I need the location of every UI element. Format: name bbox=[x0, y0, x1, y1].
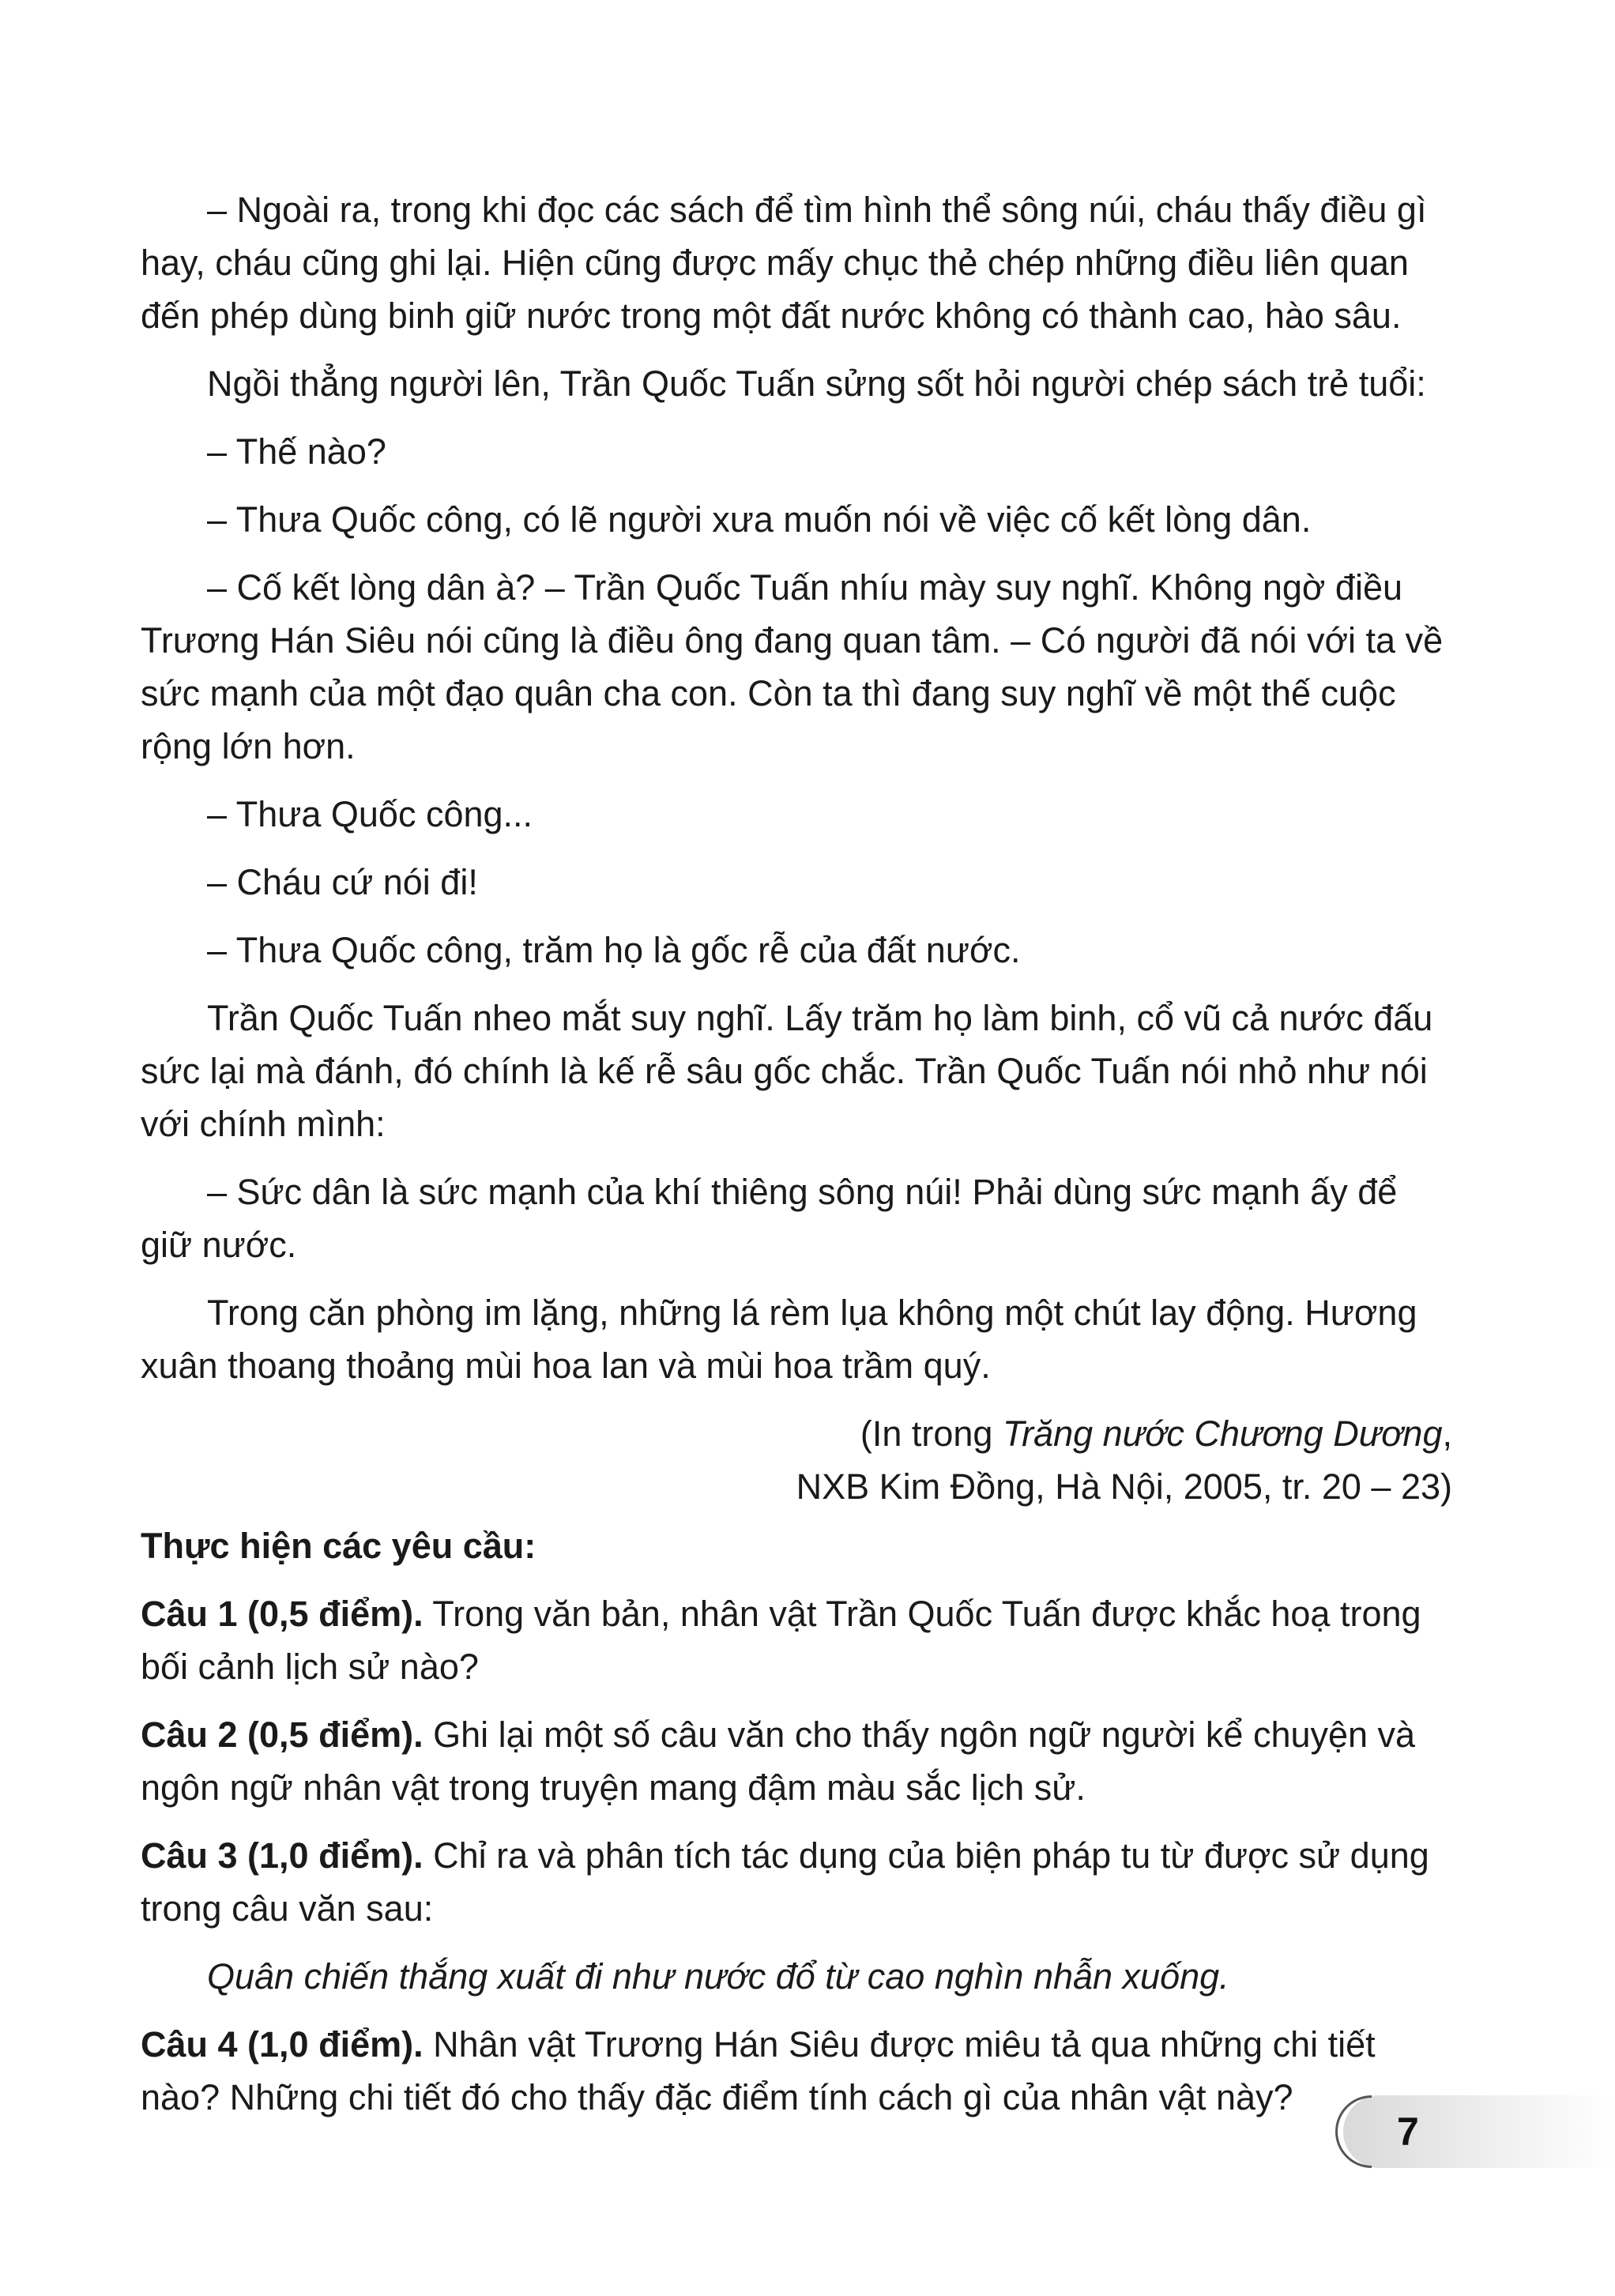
citation-suffix: , bbox=[1442, 1413, 1452, 1454]
question-3-label: Câu 3 (1,0 điểm). bbox=[141, 1835, 424, 1876]
question-4-label: Câu 4 (1,0 điểm). bbox=[141, 2024, 424, 2065]
question-1-text: Trong văn bản, nhân vật Trần Quốc Tuấn được khắc hoạ trong bối cảnh lịch sử nào? bbox=[141, 1594, 1421, 1687]
story-paragraph-8: – Thưa Quốc công, trăm họ là gốc rễ của đất nước. bbox=[207, 930, 1021, 970]
story-paragraph-6: – Thưa Quốc công... bbox=[207, 794, 533, 834]
question-3-quote: Quân chiến thắng xuất đi như nước đổ từ cao nghìn nhẫn xuống. bbox=[207, 1956, 1229, 1997]
page-body bbox=[141, 183, 1452, 2139]
citation-prefix: (In trong bbox=[860, 1413, 1003, 1454]
question-4-text: Nhân vật Trương Hán Siêu được miêu tả qua những chi tiết nào? Những chi tiết đó cho thấy đặc điểm tính cách gì của nhân vật này? bbox=[141, 2024, 1376, 2117]
story-paragraph-7: – Cháu cứ nói đi! bbox=[207, 862, 478, 902]
story-paragraph-5: – Cố kết lòng dân à? – Trần Quốc Tuấn nhíu mày suy nghĩ. Không ngờ điều Trương Hán Siêu nói cũng là điều ông đang quan tâm. – Có người đã nói với ta về sức mạnh của một đạo quân cha con. Còn ta thì đang suy nghĩ về một thế cuộc rộng lớn hơn. bbox=[141, 567, 1444, 766]
source-citation bbox=[141, 1407, 1452, 1513]
question-1-label: Câu 1 (0,5 điểm). bbox=[141, 1594, 424, 1634]
story-paragraph-2: Ngồi thẳng người lên, Trần Quốc Tuấn sửng sốt hỏi người chép sách trẻ tuổi: bbox=[207, 363, 1426, 404]
story-paragraph-4: – Thưa Quốc công, có lẽ người xưa muốn nói về việc cố kết lòng dân. bbox=[207, 499, 1312, 540]
citation-line-2: NXB Kim Đồng, Hà Nội, 2005, tr. 20 – 23) bbox=[796, 1466, 1452, 1507]
question-2 bbox=[141, 1708, 1452, 1814]
page-number-tab bbox=[1343, 2095, 1615, 2168]
question-1 bbox=[141, 1587, 1452, 1693]
story-paragraph-11: Trong căn phòng im lặng, những lá rèm lụa không một chút lay động. Hương xuân thoang thoảng mùi hoa lan và mùi hoa trầm quý. bbox=[141, 1293, 1417, 1386]
question-2-label: Câu 2 (0,5 điểm). bbox=[141, 1714, 424, 1755]
question-2-text: Ghi lại một số câu văn cho thấy ngôn ngữ người kể chuyện và ngôn ngữ nhân vật trong truyện mang đậm màu sắc lịch sử. bbox=[141, 1714, 1416, 1808]
page-number: 7 bbox=[1397, 2110, 1419, 2154]
citation-line-1 bbox=[141, 1407, 1452, 1460]
question-3-text: Chỉ ra và phân tích tác dụng của biện pháp tu từ được sử dụng trong câu văn sau: bbox=[141, 1835, 1429, 1929]
story-paragraph-10: – Sức dân là sức mạnh của khí thiêng sông núi! Phải dùng sức mạnh ấy để giữ nước. bbox=[141, 1172, 1398, 1265]
story-paragraph-1: – Ngoài ra, trong khi đọc các sách để tìm hình thể sông núi, cháu thấy điều gì hay, cháu cũng ghi lại. Hiện cũng được mấy chục thẻ chép những điều liên quan đến phép dùng binh giữ nước trong một đất nước không có thành cao, hào sâu. bbox=[141, 190, 1427, 336]
citation-book-title: Trăng nước Chương Dương bbox=[1002, 1413, 1443, 1454]
story-paragraph-3: – Thế nào? bbox=[207, 431, 386, 472]
story-paragraph-9: Trần Quốc Tuấn nheo mắt suy nghĩ. Lấy trăm họ làm binh, cổ vũ cả nước đấu sức lại mà đánh, đó chính là kế rễ sâu gốc chắc. Trần Quốc Tuấn nói nhỏ như nói với chính mình: bbox=[141, 998, 1433, 1144]
question-4 bbox=[141, 2018, 1452, 2124]
tasks-heading: Thực hiện các yêu cầu: bbox=[141, 1526, 536, 1566]
question-3 bbox=[141, 1829, 1452, 1935]
